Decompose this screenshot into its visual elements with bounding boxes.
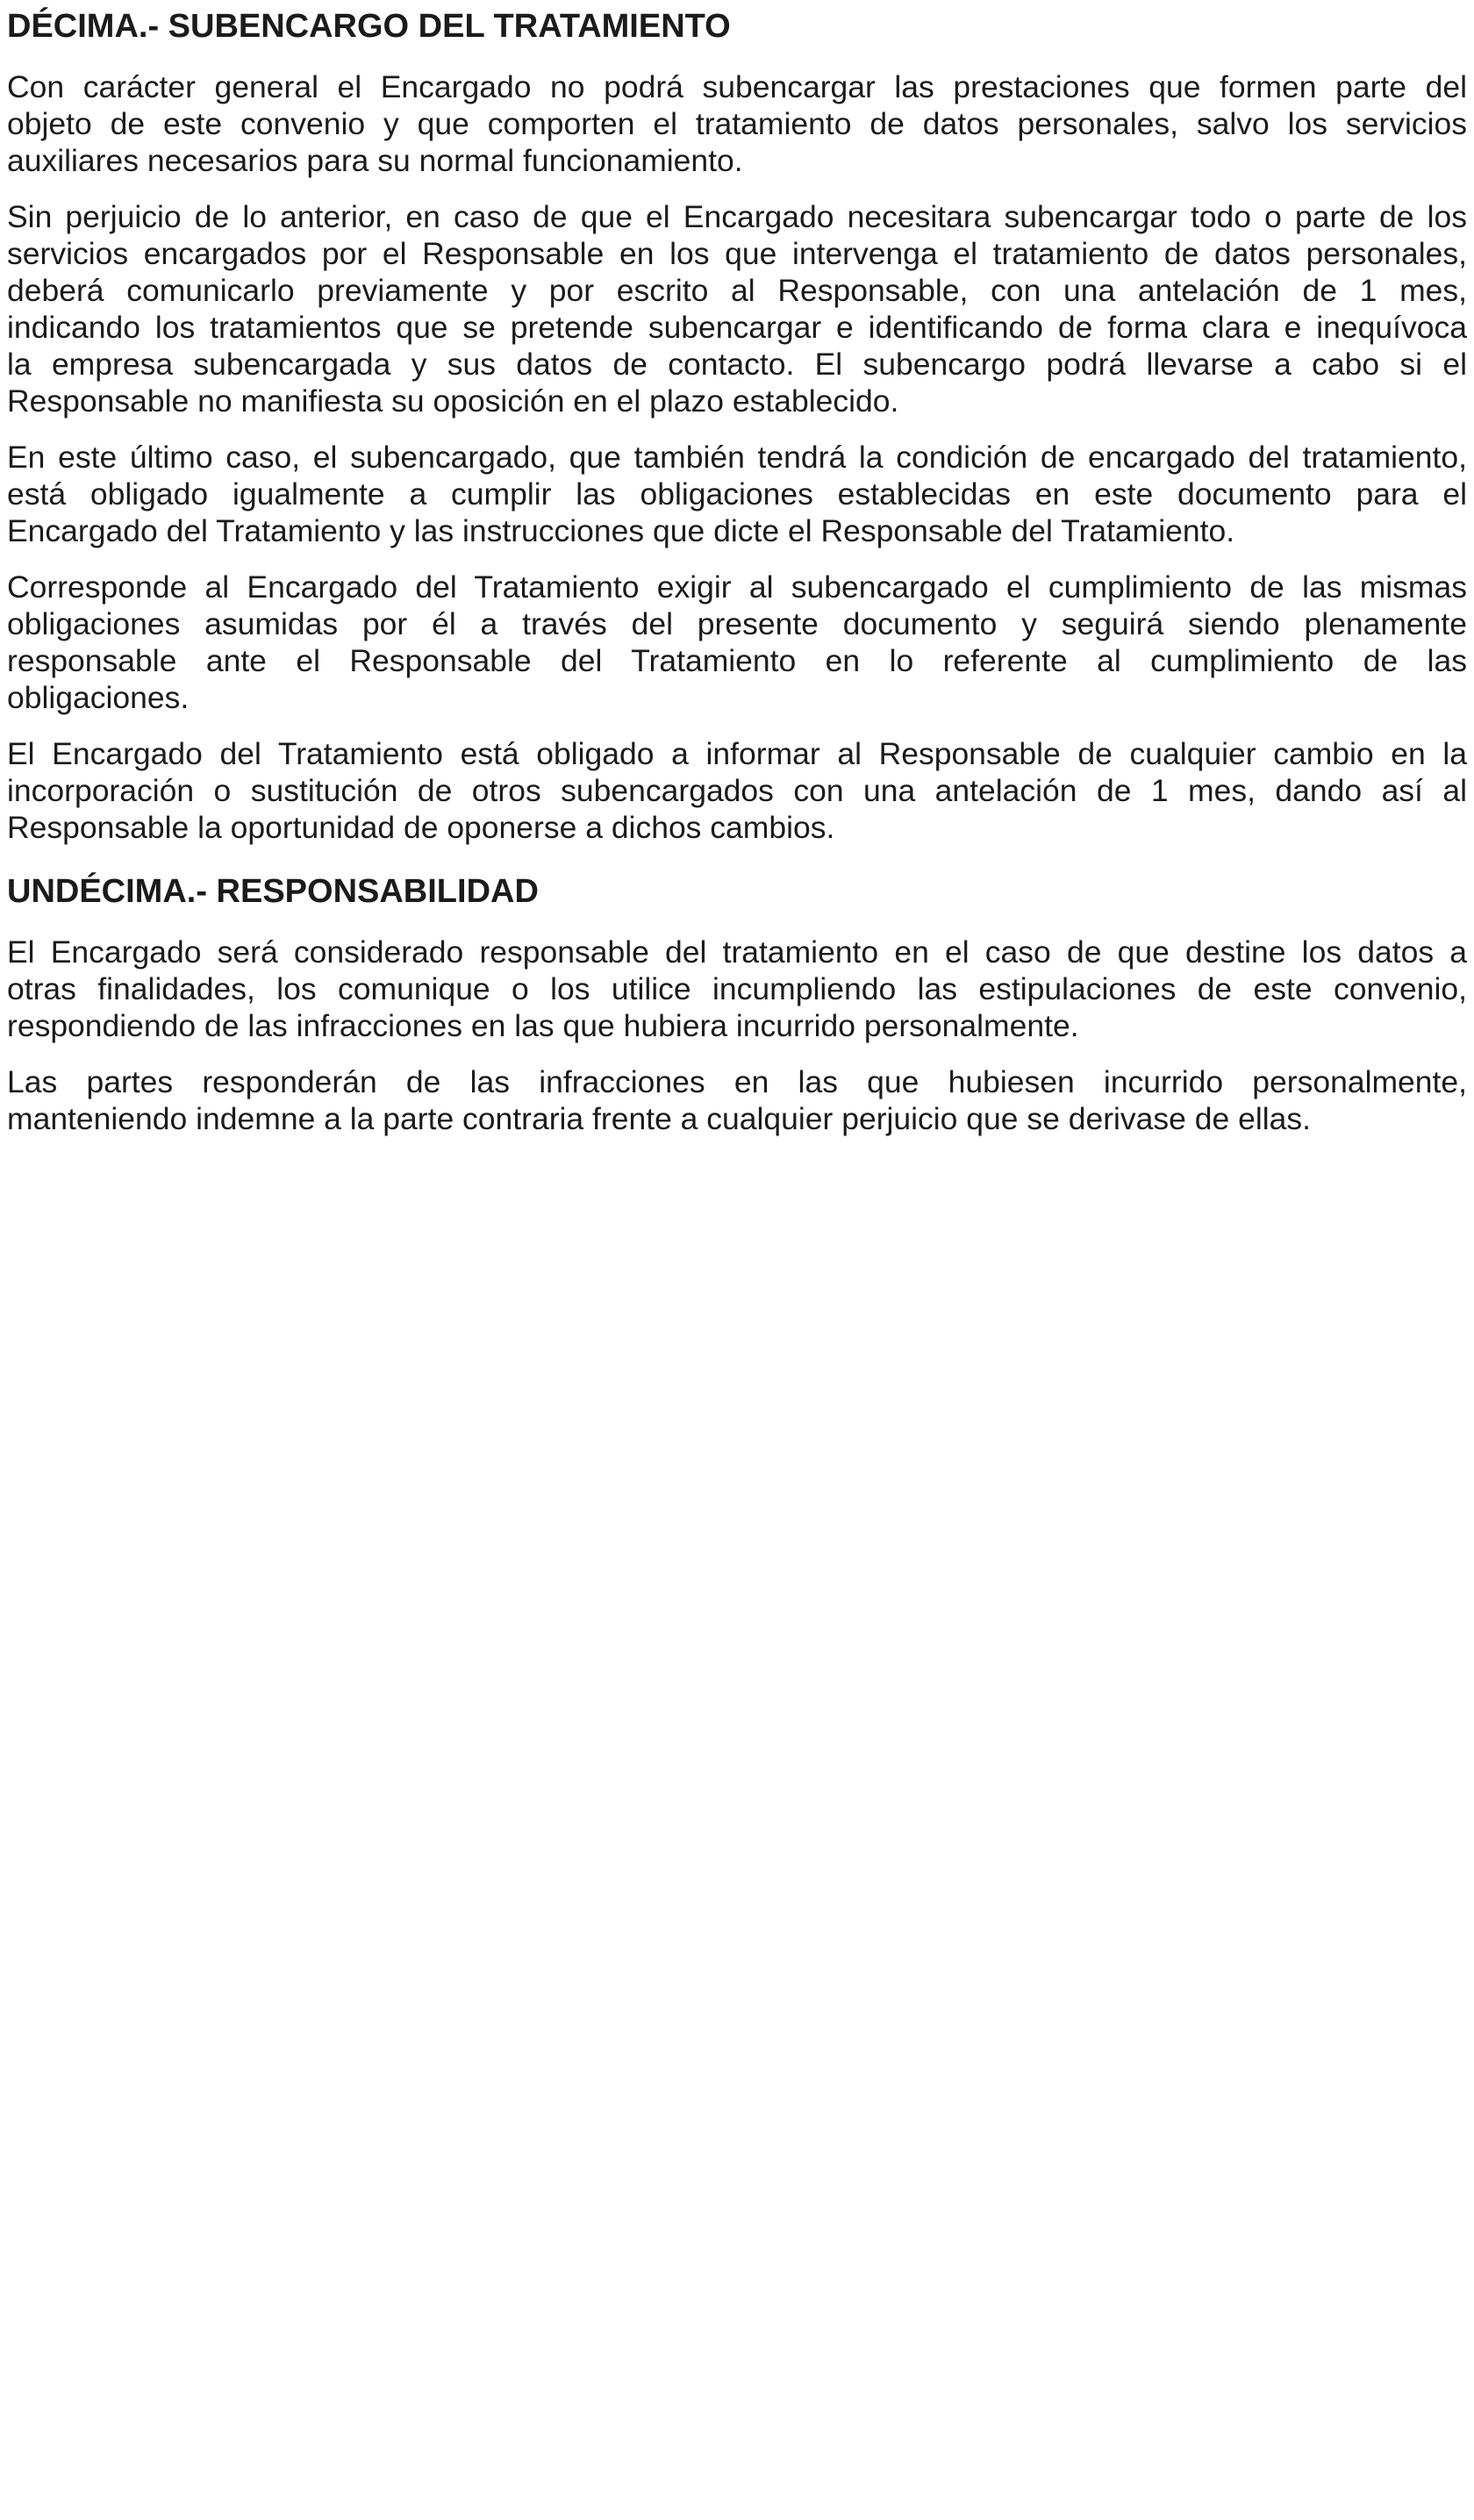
- section-heading-undecima: UNDÉCIMA.- RESPONSABILIDAD: [7, 873, 539, 910]
- text-line: servicios encargados por el Responsable en los que intervenga el tratamiento de datos personales,: [7, 236, 1467, 271]
- text-line: indicando los tratamientos que se pretende subencargar e identificando de forma clara e inequívoca: [7, 310, 1467, 345]
- text-line: Encargado del Tratamiento y las instrucciones que dicte el Responsable del Tratamiento.: [7, 513, 1235, 548]
- section-heading-decima: DÉCIMA.- SUBENCARGO DEL TRATAMIENTO: [7, 8, 731, 45]
- text-line: Sin perjuicio de lo anterior, en caso de que el Encargado necesitara subencargar todo o parte de los: [7, 199, 1467, 234]
- text-line: obligaciones asumidas por él a través del presente documento y seguirá siendo plenamente: [7, 606, 1467, 641]
- text-line: está obligado igualmente a cumplir las obligaciones establecidas en este documento para el: [7, 476, 1467, 512]
- text-line: Responsable la oportunidad de oponerse a dichos cambios.: [7, 810, 835, 845]
- document-page: [0, 0, 1474, 1137]
- paragraph: [7, 735, 1467, 846]
- text-line: respondiendo de las infracciones en las que hubiera incurrido personalmente.: [7, 1008, 1079, 1043]
- text-line: objeto de este convenio y que comporten el tratamiento de datos personales, salvo los servicios: [7, 106, 1467, 141]
- text-line: la empresa subencargada y sus datos de contacto. El subencargo podrá llevarse a cabo si el: [7, 347, 1467, 382]
- paragraph: [7, 198, 1467, 419]
- text-line: En este último caso, el subencargado, que también tendrá la condición de encargado del tratamiento,: [7, 440, 1467, 475]
- text-line: otras finalidades, los comunique o los utilice incumpliendo las estipulaciones de este convenio,: [7, 971, 1467, 1006]
- text-line: manteniendo indemne a la parte contraria frente a cualquier perjuicio que se derivase de ellas.: [7, 1101, 1311, 1136]
- text-line: deberá comunicarlo previamente y por escrito al Responsable, con una antelación de 1 mes,: [7, 273, 1467, 308]
- text-line: Las partes responderán de las infracciones en las que hubiesen incurrido personalmente,: [7, 1064, 1467, 1099]
- text-line: Responsable no manifiesta su oposición en el plazo establecido.: [7, 383, 899, 419]
- paragraph: [7, 1063, 1467, 1137]
- text-line: auxiliares necesarios para su normal funcionamiento.: [7, 143, 743, 178]
- text-line: responsable ante el Responsable del Tratamiento en lo referente al cumplimiento de las: [7, 643, 1467, 678]
- text-line: El Encargado será considerado responsable del tratamiento en el caso de que destine los datos a: [7, 934, 1467, 970]
- text-line: obligaciones.: [7, 680, 190, 715]
- paragraph: [7, 934, 1467, 1044]
- text-line: El Encargado del Tratamiento está obligado a informar al Responsable de cualquier cambio en la: [7, 736, 1467, 771]
- paragraph: [7, 569, 1467, 716]
- text-line: Con carácter general el Encargado no podrá subencargar las prestaciones que formen parte del: [7, 69, 1467, 104]
- paragraph: [7, 68, 1467, 179]
- text-line: Corresponde al Encargado del Tratamiento exigir al subencargado el cumplimiento de las mismas: [7, 569, 1467, 605]
- text-line: incorporación o sustitución de otros subencargados con una antelación de 1 mes, dando así al: [7, 773, 1467, 808]
- paragraph: [7, 439, 1467, 549]
